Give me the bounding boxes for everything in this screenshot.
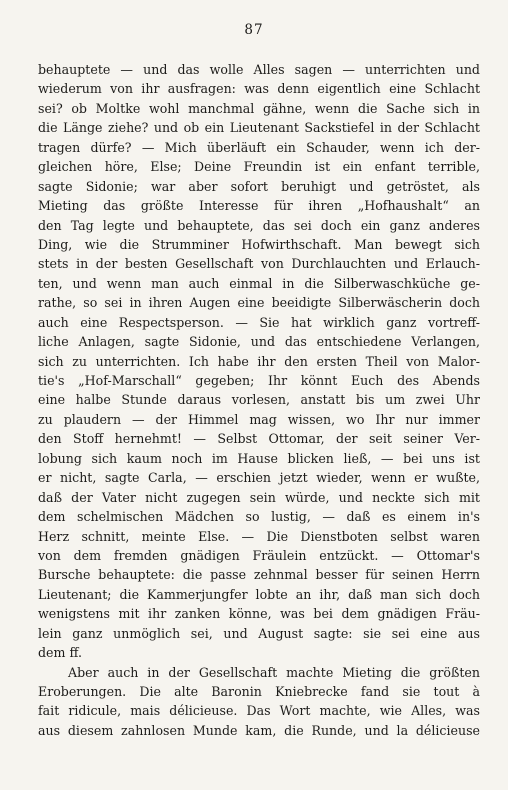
text-line: tragen dürfe? — Mich überläuft ein Schauder, wenn ich der- xyxy=(38,139,480,155)
text-line: Bursche behauptete: die passe zehnmal besser für seinen Herrn xyxy=(38,567,480,583)
text-line: er nicht, sagte Carla, — erschien jetzt wieder, wenn er wußte, xyxy=(38,470,480,486)
text-line: sei? ob Moltke wohl manchmal gähne, wenn die Sache sich in xyxy=(38,100,480,116)
text-line: wenigstens mit ihr zanken könne, was bei dem gnädigen Fräu- xyxy=(38,606,480,622)
text-line: lobung sich kaum noch im Hause blicken ließ, — bei uns ist xyxy=(38,450,480,466)
text-line: Ding, wie die Strumminer Hofwirthschaft. Man bewegt sich xyxy=(38,236,480,252)
text-line: den Tag legte und behauptete, das sei doch ein ganz anderes xyxy=(38,217,480,233)
text-line: liche Anlagen, sagte Sidonie, und das entschiedene Verlangen, xyxy=(38,334,480,350)
page-number: 87 xyxy=(244,22,264,38)
text-line: stets in der besten Gesellschaft von Durchlauchten und Erlauch- xyxy=(38,256,480,272)
body-text xyxy=(38,60,480,740)
text-line: sich zu unterrichten. Ich habe ihr den ersten Theil von Malor- xyxy=(38,353,480,369)
text-line: den Stoff hernehmt! — Selbst Ottomar, der seit seiner Ver- xyxy=(38,431,480,447)
text-line: Aber auch in der Gesellschaft machte Mieting die größten xyxy=(68,664,480,680)
text-line: rathe, so sei in ihren Augen eine beeidigte Silberwäscherin doch xyxy=(38,295,480,311)
text-line: die Länge ziehe? und ob ein Lieutenant Sackstiefel in der Schlacht xyxy=(38,120,480,136)
text-line: auch eine Respectsperson. — Sie hat wirklich ganz vortreff- xyxy=(38,314,480,330)
text-line: fait ridicule, mais délicieuse. Das Wort machte, wie Alles, was xyxy=(38,703,480,719)
text-line: Mieting das größte Interesse für ihren „Hofhaushalt“ an xyxy=(38,198,480,214)
text-line: wiederum von ihr ausfragen: was denn eigentlich eine Schlacht xyxy=(38,81,480,97)
text-line: zu plaudern — der Himmel mag wissen, wo Ihr nur immer xyxy=(38,411,480,427)
text-line: Herz schnitt, meinte Else. — Die Dienstboten selbst waren xyxy=(38,528,480,544)
text-line: tie's „Hof-Marschall“ gegeben; Ihr könnt Euch des Abends xyxy=(38,373,480,388)
text-line: daß der Vater nicht zugegen sein würde, und neckte sich mit xyxy=(38,489,480,505)
text-line: sagte Sidonie; war aber sofort beruhigt und getröstet, als xyxy=(38,178,480,194)
text-line: von dem fremden gnädigen Fräulein entzückt. — Ottomar's xyxy=(38,547,480,563)
text-line: ten, und wenn man auch einmal in die Silberwaschküche ge- xyxy=(38,275,480,291)
text-line: Lieutenant; die Kammerjungfer lobte an ihr, daß man sich doch xyxy=(38,586,480,602)
text-line: dem ff. xyxy=(38,645,82,661)
text-line: lein ganz unmöglich sei, und August sagte: sie sei eine aus xyxy=(38,625,480,641)
text-line: Eroberungen. Die alte Baronin Kniebrecke fand sie tout à xyxy=(38,684,480,699)
text-line: eine halbe Stunde daraus vorlesen, anstatt bis um zwei Uhr xyxy=(38,392,480,408)
text-line: behauptete — und das wolle Alles sagen — unterrichten und xyxy=(38,62,480,77)
text-line: dem schelmischen Mädchen so lustig, — daß es einem in's xyxy=(38,509,480,525)
text-line: aus diesem zahnlosen Munde kam, die Runde, und la délicieuse xyxy=(38,722,480,738)
text-line: gleichen höre, Else; Deine Freundin ist ein enfant terrible, xyxy=(38,159,480,175)
